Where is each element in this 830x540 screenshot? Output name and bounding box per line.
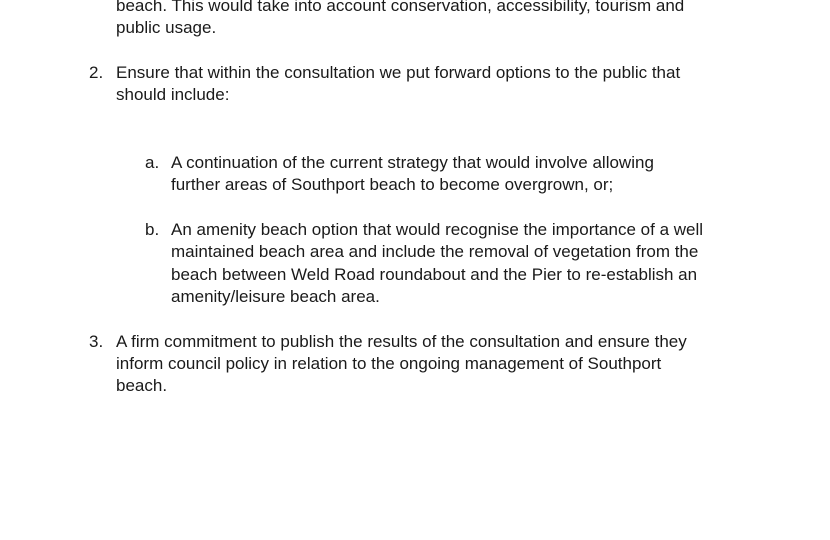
text-line: beach. [116,376,168,395]
text-line: beach between Weld Road roundabout and the Pier to re-establish an [171,265,698,284]
text-line: should include: [116,85,230,104]
text-line: A continuation of the current strategy that would involve allowing [171,153,654,172]
list-number: 2. [89,63,104,82]
sub-item-letter: a. [145,153,160,172]
sub-item-letter: b. [145,220,160,239]
text-line: further areas of Southport beach to become overgrown, or; [171,175,614,194]
text-line: A firm commitment to publish the results of the consultation and ensure they [116,332,687,351]
text-line: beach. This would take into account conservation, accessibility, tourism and [116,0,685,15]
list-number: 3. [89,332,104,351]
text-line: amenity/leisure beach area. [171,287,380,306]
text-line: An amenity beach option that would recognise the importance of a well [171,220,704,239]
text-line: Ensure that within the consultation we put forward options to the public that [116,63,681,82]
text-line: maintained beach area and include the removal of vegetation from the [171,242,699,261]
text-line: public usage. [116,18,217,37]
text-line: inform council policy in relation to the ongoing management of Southport [116,354,662,373]
